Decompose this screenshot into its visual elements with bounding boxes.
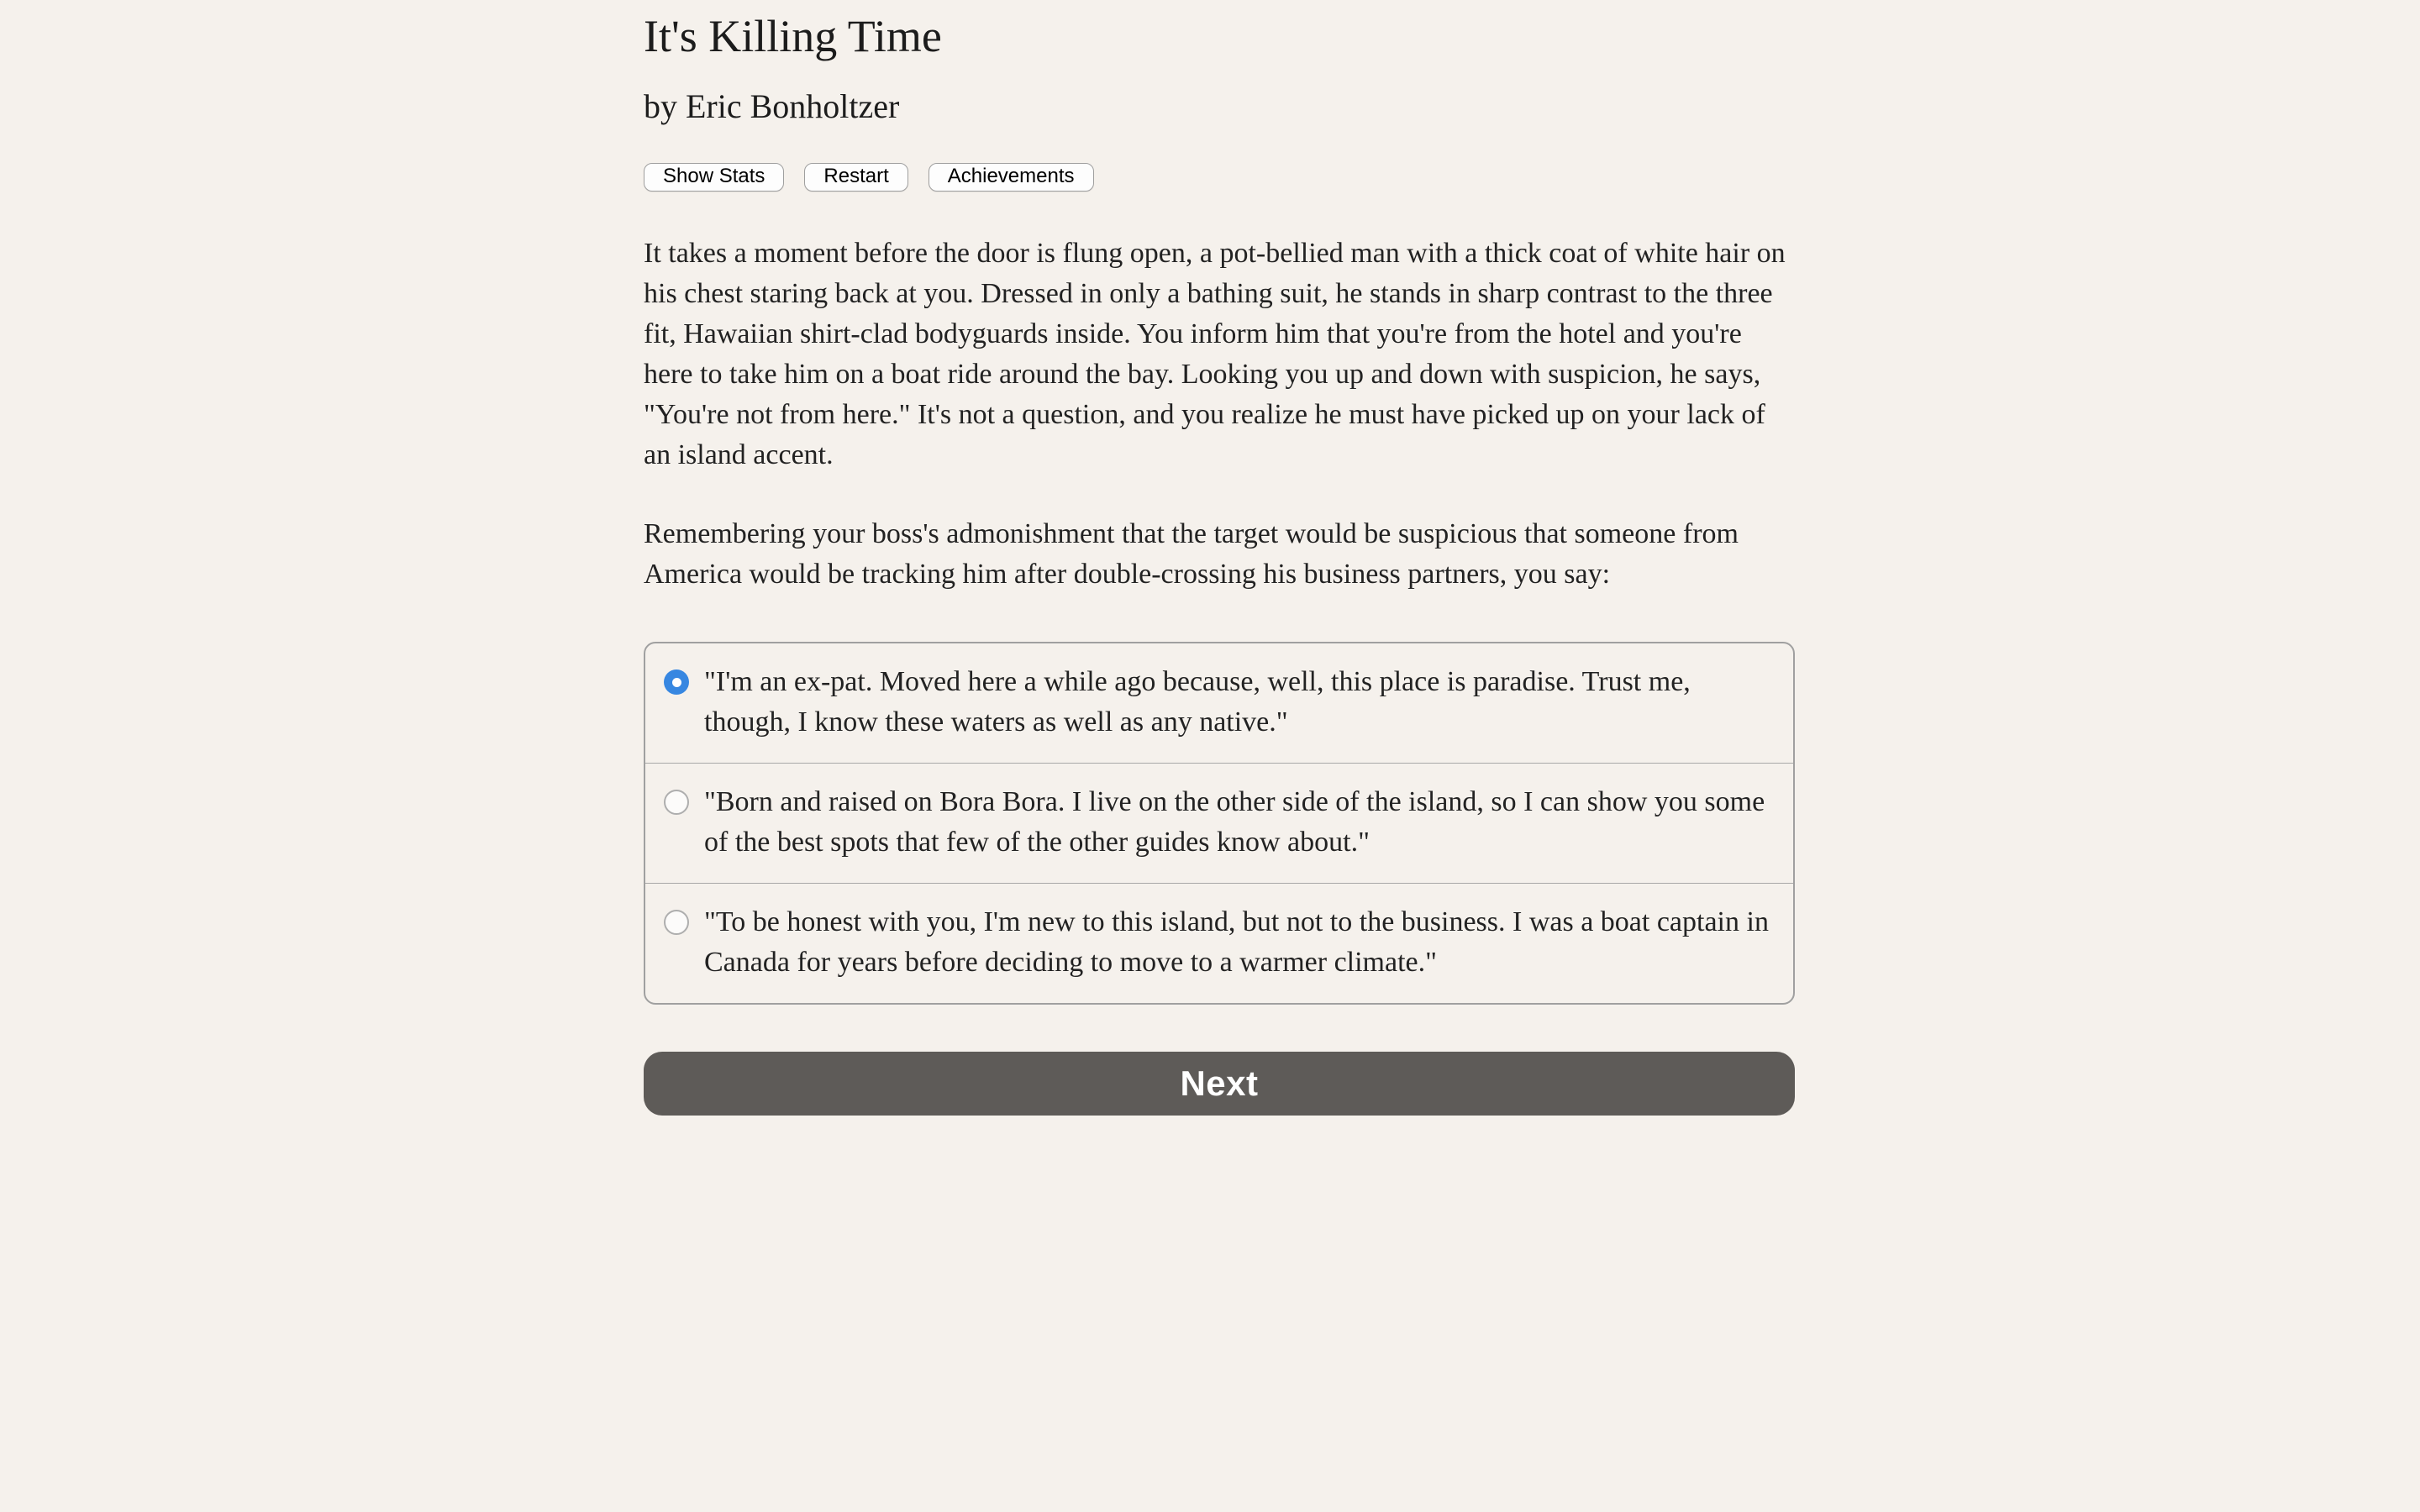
- choice-option-3-label: "To be honest with you, I'm new to this island, but not to the business. I was a boat captain in Canada for years before deciding to move to a warmer climate.": [704, 906, 1769, 978]
- radio-selected-icon[interactable]: [664, 669, 689, 695]
- story-paragraph-2: Remembering your boss's admonishment that the target would be suspicious that someone from America would be tracking him after double-crossing his business partners, you say:: [644, 518, 1739, 590]
- story-paragraph-1: It takes a moment before the door is flung open, a pot-bellied man with a thick coat of white hair on his chest staring back at you. Dressed in only a bathing suit, he stands in sharp contrast to the three fit, Hawaiian shirt-clad bodyguards inside. You inform him that you're from the hotel and you're here to take him on a boat ride around the bay. Looking you up and down with suspicion, he says, "You're not from here." It's not a question, and you realize he must have picked up on your lack of an island accent.: [644, 238, 1786, 470]
- restart-button[interactable]: Restart: [804, 163, 908, 192]
- radio-unselected-icon[interactable]: [664, 790, 689, 815]
- game-content: [644, 0, 1795, 1116]
- choice-option-2[interactable]: [645, 763, 1793, 883]
- choice-list: [644, 642, 1795, 1005]
- author-byline: by Eric Bonholtzer: [644, 87, 900, 125]
- radio-unselected-icon[interactable]: [664, 910, 689, 935]
- radio-dot: [672, 678, 681, 687]
- choice-option-1-label: "I'm an ex-pat. Moved here a while ago because, well, this place is paradise. Trust me, though, I know these waters as well as any native.": [704, 666, 1691, 738]
- toolbar: [644, 163, 1795, 192]
- next-button[interactable]: Next: [644, 1052, 1795, 1116]
- show-stats-button[interactable]: Show Stats: [644, 163, 784, 192]
- story-text: [644, 234, 1795, 595]
- choice-option-3[interactable]: [645, 883, 1793, 1003]
- choice-option-2-label: "Born and raised on Bora Bora. I live on the other side of the island, so I can show you some of the best spots that few of the other guides know about.": [704, 786, 1765, 858]
- page-title: It's Killing Time: [644, 11, 942, 61]
- choice-option-1[interactable]: [645, 643, 1793, 763]
- achievements-button[interactable]: Achievements: [929, 163, 1094, 192]
